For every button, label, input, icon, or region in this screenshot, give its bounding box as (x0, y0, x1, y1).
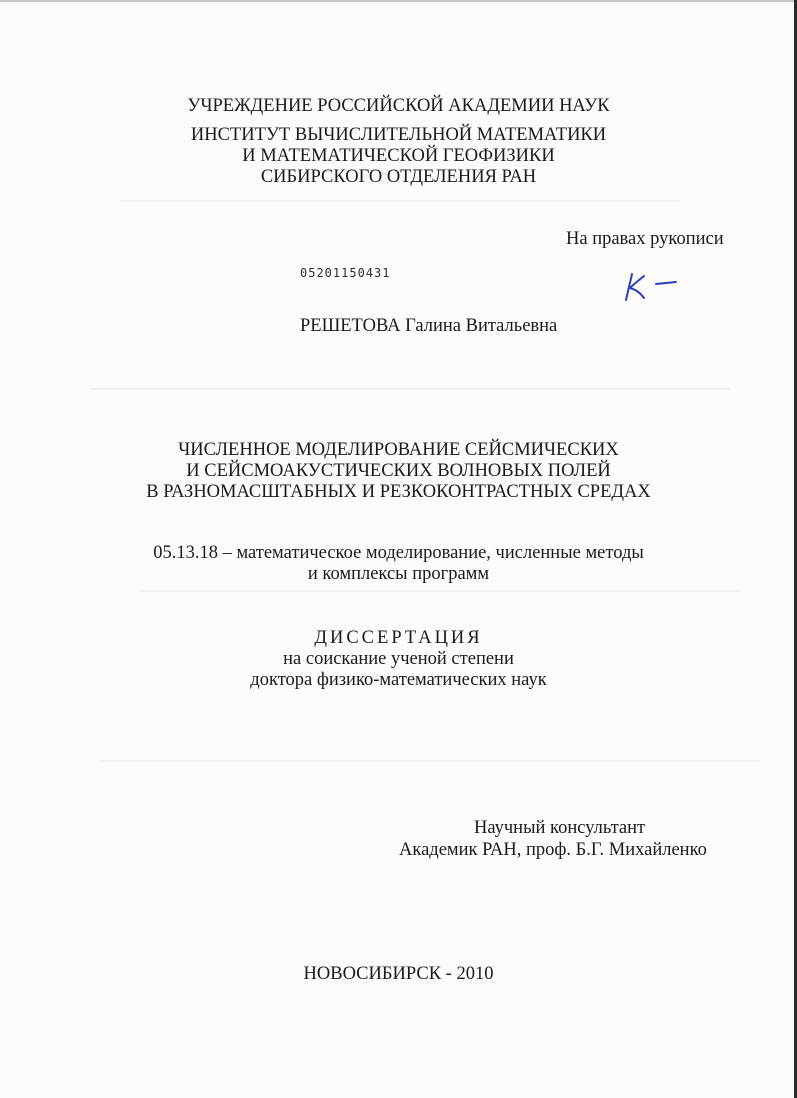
title-line: ЧИСЛЕННОЕ МОДЕЛИРОВАНИЕ СЕЙСМИЧЕСКИХ (178, 440, 619, 460)
bleed-through-mark (120, 200, 680, 202)
bleed-through-mark (90, 388, 730, 390)
handwritten-signature (622, 270, 682, 304)
bleed-through-mark (100, 760, 760, 762)
manuscript-note: На правах рукописи (566, 229, 724, 249)
city-year (0, 964, 797, 985)
author-name: РЕШЕТОВА Галина Витальевна (300, 316, 558, 336)
scan-edge-top (0, 0, 797, 2)
degree-line: на соискание ученой степени (283, 649, 514, 669)
dissertation-title (0, 440, 797, 503)
title-line: И СЕЙСМОАКУСТИЧЕСКИХ ВОЛНОВЫХ ПОЛЕЙ (186, 461, 611, 481)
institution-line: ИНСТИТУТ ВЫЧИСЛИТЕЛЬНОЙ МАТЕМАТИКИ (190, 125, 607, 145)
title-line: В РАЗНОМАСШТАБНЫХ И РЕЗКОКОНТРАСТНЫХ СРЕДАХ (146, 482, 651, 502)
consultant-label: Научный консультант (474, 818, 646, 838)
stamp-number: 05201150431 (300, 266, 391, 280)
specialty-line: и комплексы программ (307, 564, 490, 584)
institution-line: И МАТЕМАТИЧЕСКОЙ ГЕОФИЗИКИ (242, 146, 555, 166)
degree-block (0, 628, 797, 691)
institution-line: УЧРЕЖДЕНИЕ РОССИЙСКОЙ АКАДЕМИИ НАУК (187, 96, 610, 116)
dissertation-heading: ДИССЕРТАЦИЯ (314, 628, 483, 648)
institution-header (0, 96, 797, 188)
degree-line: доктора физико-математических наук (250, 670, 547, 690)
specialty-line: 05.13.18 – математическое моделирование, численные методы (153, 543, 644, 563)
city-year-text: НОВОСИБИРСК - 2010 (303, 964, 494, 984)
institution-line: СИБИРСКОГО ОТДЕЛЕНИЯ РАН (260, 167, 537, 187)
consultant-name: Академик РАН, проф. Б.Г. Михайленко (399, 840, 707, 860)
bleed-through-mark (140, 590, 740, 592)
specialty-code (0, 543, 797, 585)
